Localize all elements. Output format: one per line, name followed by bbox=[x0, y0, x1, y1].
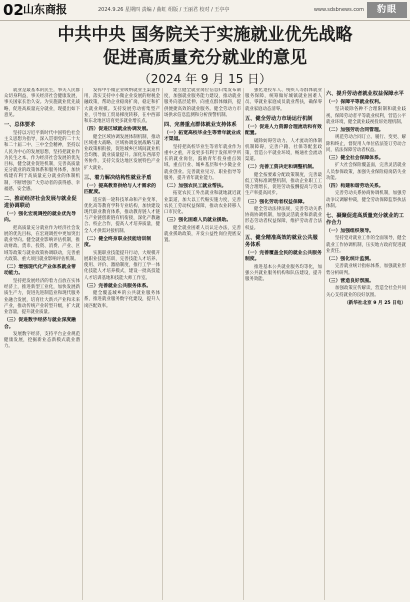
subsection-heading: （三）健全社会保障体系。 bbox=[326, 156, 384, 162]
paragraph: 拓宽农民工外出就业和就地就近就业渠道，加大以工代赈实施力度，完善农民工劳动权益保障，推动农业转移人口市民化。 bbox=[164, 191, 241, 216]
section-heading: 五、健全精准高效的就业公共服务体系 bbox=[245, 234, 318, 248]
subsection-heading: （一）提高教育供给与人才需求的匹配度。 bbox=[84, 183, 156, 196]
section-heading: 六、提升劳动者就业权益保障水平 bbox=[326, 91, 404, 97]
subsection-heading: （二）完善工资决定和调整机制。 bbox=[245, 165, 317, 171]
paragraph: 发挥中小微企业吸纳就业主渠道作用，落实支持中小微企业发展的财税金融政策，帮助企业稳岗扩岗，稳定和扩大就业规模。支持发展劳动密集型产业，引导加工贸易梯度转移，在中西部和东北地区培育更多就业增长点。 bbox=[84, 88, 160, 125]
paragraph: 健全就业困难人员认定办法，完善就业援助政策，开发公益性岗位兜底安置。 bbox=[164, 225, 241, 244]
column-divider bbox=[243, 88, 244, 600]
paragraph: 坚持把发展经济的着力点放在实体经济上，推进新型工业化，加快发展新质生产力，促进先进制造业和现代服务业融合发展，培育壮大新兴产业和未来产业，推动传统产业转型升级，扩大就业容量，提升就业质量。 bbox=[4, 278, 80, 315]
paragraph: 建立健全就业岗位信息归集发布制度，加强就业服务能力建设，推动就业服务向基层延伸、向重点群体倾斜，提供便捷高效的就业服务。健全劳动力市场供求信息监测和分析预警机制。 bbox=[164, 88, 241, 118]
subsection-heading: （一）完善覆盖全民的就业公共服务制度。 bbox=[245, 250, 322, 263]
paragraph: 实施职业技能提升行动，大规模开展职业技能培训，完善技能人才培养、使用、评价、激励制度，推行工学一体化技能人才培养模式，建设一批高技能人才培训基地和技能大师工作室。 bbox=[84, 250, 160, 281]
subsection-heading: （一）强化宏观调控的就业优先导向。 bbox=[4, 212, 76, 224]
column-divider bbox=[82, 88, 83, 600]
website-link[interactable]: www.sdsbnews.com bbox=[313, 7, 364, 13]
subsection-heading: （二）健全终身职业技能培训制度。 bbox=[84, 236, 152, 249]
paragraph: 坚持以习近平新时代中国特色社会主义思想为指导，深入贯彻党的二十大和二十届二中、三中全会精神，坚持以人民为中心的发展思想，坚持把就业作为民生之本、作为经济社会发展的优先目标，健全就业促进机制，完善高质量充分就业的政策体系和服务体系，加快构建有利于高质量充分就业的体制机制，不断增强广大劳动者的获得感、幸福感、安全感。 bbox=[4, 131, 80, 192]
column-1 bbox=[4, 88, 80, 600]
paragraph: 加强政策宣传解读，营造全社会共同关心支持就业的良好氛围。 bbox=[326, 286, 406, 298]
paper-logo: 豹眼 bbox=[367, 2, 407, 18]
subsection-heading: （一）加强组织领导。 bbox=[326, 229, 374, 235]
subsection-heading: （三）促进数字经济与就业深度融合。 bbox=[4, 318, 76, 330]
subsection-heading: （二）加强农民工就业帮扶。 bbox=[164, 184, 227, 190]
paragraph: 发展数字经济，支持平台企业规范健康发展，挖掘新业态新模式就业潜力。 bbox=[4, 331, 80, 350]
subsection-heading: （四）促进区域就业协调发展。 bbox=[84, 127, 152, 133]
subsection-heading: （三）强化困难人员就业援助。 bbox=[164, 218, 232, 224]
paragraph: 破除妨碍劳动力、人才流动的体制机制障碍，完善户籍、社保等配套政策，营造公平就业环境，畅通社会流动渠道。 bbox=[245, 138, 322, 163]
paragraph: 坚持党对就业工作的全面领导，健全就业工作协调机制，压实地方政府促进就业责任。 bbox=[326, 236, 406, 254]
paper-name: 山东商报 bbox=[23, 3, 67, 16]
section-heading: 一、总体要求 bbox=[4, 122, 36, 129]
paragraph: 推进基本公共就业服务均等化，加强公共就业服务机构和队伍建设，提升服务效能。 bbox=[245, 264, 322, 283]
subsection-heading: （二）强化统计监测。 bbox=[326, 257, 374, 263]
section-heading: 七、凝聚促进高质量充分就业的工作合力 bbox=[326, 213, 404, 227]
intro-paragraph: 就业是最基本的民生，事关人民群众切身利益，事关经济社会健康发展，事关国家长治久安。为实施就业优先战略，促进高质量充分就业，现提出如下意见。 bbox=[4, 88, 80, 118]
subsection-heading: （一）拓宽高校毕业生等青年就业成才渠道。 bbox=[164, 131, 241, 143]
section-heading: 三、着力解决结构性就业矛盾 bbox=[84, 174, 152, 181]
masthead bbox=[0, 0, 410, 21]
column-divider bbox=[324, 88, 325, 600]
headline-date: （2024 年 9 月 15 日） bbox=[138, 72, 272, 86]
subsection-heading: （三）强化劳动者权益保障。 bbox=[245, 199, 308, 205]
paragraph: 扩大社会保险覆盖面，完善灵活就业人员参保政策，加强失业保险稳岗防失业功能。 bbox=[326, 163, 406, 181]
subsection-heading: （一）保障平等就业权利。 bbox=[326, 100, 384, 105]
column-4 bbox=[245, 88, 322, 600]
paragraph: 坚决破除各种不合理限制和就业歧视，保障劳动者平等就业权利，营造公平就业环境，健全就业歧视投诉处理机制。 bbox=[326, 107, 406, 125]
subsection-heading: （一）促进人力资源合理流动和有效配置。 bbox=[245, 124, 322, 137]
subsection-heading: （二）增强现代化产业体系就业带动能力。 bbox=[4, 265, 76, 277]
paragraph: 健全区域协调发展体制机制，推动区域重大战略、区域协调发展战略与就业政策相衔接，促进城乡区域间就业机会均衡、就业质量提升。深化东西部劳务协作，支持欠发达地区发展特色产业扩大就业。 bbox=[84, 134, 160, 171]
column-5 bbox=[326, 88, 406, 600]
page-number: 02 bbox=[3, 1, 24, 19]
edition-meta: 2024.9.26 星期四 责编 / 曲虹 组版 / 王丽君 校对 / 王亭亭 bbox=[98, 7, 230, 13]
paragraph: 健全劳动法律法规，完善劳动关系协商协调机制，加强灵活就业和新就业形态劳动者权益保障，维护劳动者合法权益。 bbox=[245, 207, 322, 231]
paragraph: 强化退役军人、残疾人等群体就业服务保障，统筹做好城镇就业困难人员、零就业家庭成员就业帮扶，确保零就业家庭动态清零。 bbox=[245, 88, 322, 112]
headline-line-1: 中共中央 国务院关于实施就业优先战略 bbox=[57, 25, 353, 45]
paragraph: 规范劳动合同订立、履行、变更、解除和终止，督促用人单位依法签订劳动合同，依法保障劳动者权益。 bbox=[326, 135, 406, 153]
dateline: （新华社北京 9 月 25 日电） bbox=[344, 300, 406, 306]
paragraph: 健全覆盖城乡的公共就业服务体系，推进就业服务数字化建设，提升人岗匹配效率。 bbox=[84, 291, 160, 309]
section-heading: 五、健全劳动力市场运行机制 bbox=[245, 115, 313, 122]
column-divider bbox=[162, 88, 163, 600]
column-2 bbox=[84, 88, 160, 600]
headline-line-2: 促进高质量充分就业的意见 bbox=[103, 48, 307, 68]
paragraph: 把高质量充分就业作为经济社会发展的优先目标，在宏观调控中更加突出就业导向。健全就业影响评估机制，推动财政、货币、投资、消费、产业、区域等政策与就业政策协调联动，完善重大政策、重大项目就业影响评估机制。 bbox=[4, 225, 80, 262]
subsection-heading: （二）加强劳动合同管理。 bbox=[326, 128, 384, 134]
paragraph: 健全按要素分配政策制度，完善最低工资标准调整机制，推动企业职工工资合理增长，促进劳动报酬提高与劳动生产率提高同步。 bbox=[245, 172, 322, 197]
section-heading: 四、完善重点群体就业支持体系 bbox=[164, 122, 237, 129]
subsection-heading: （三）完善就业公共服务体系。 bbox=[84, 283, 152, 289]
paragraph: 适应新一轮科技革命和产业变革，优化高等教育学科专业结构，加快建设现代职业教育体系，推动教育链人才链与产业链创新链有机衔接，深化产教融合、校企合作，提高人才培养质量，健全人才供需对接机制。 bbox=[84, 197, 160, 234]
column-3 bbox=[164, 88, 241, 600]
subsection-heading: （四）构建和谐劳动关系。 bbox=[326, 184, 384, 190]
paragraph: 坚持把高校毕业生等青年就业作为重中之重，开发更多有利于发挥所学所长的就业岗位，鼓励青年投身重点领域、重点行业、城乡基层和中小微企业就业创业。完善就业见习、职业指导等服务，提升青年就业能力。 bbox=[164, 144, 241, 181]
section-heading: 二、推动经济社会发展与就业促进协调联动 bbox=[4, 196, 77, 210]
paragraph: 完善劳动关系协商协调机制，加强劳动争议调解仲裁，健全劳动保障监察执法体制。 bbox=[326, 191, 406, 209]
subsection-heading: （三）营造良好氛围。 bbox=[326, 278, 374, 284]
paragraph: 完善就业统计指标体系，加强就业形势分析研判。 bbox=[326, 264, 406, 276]
